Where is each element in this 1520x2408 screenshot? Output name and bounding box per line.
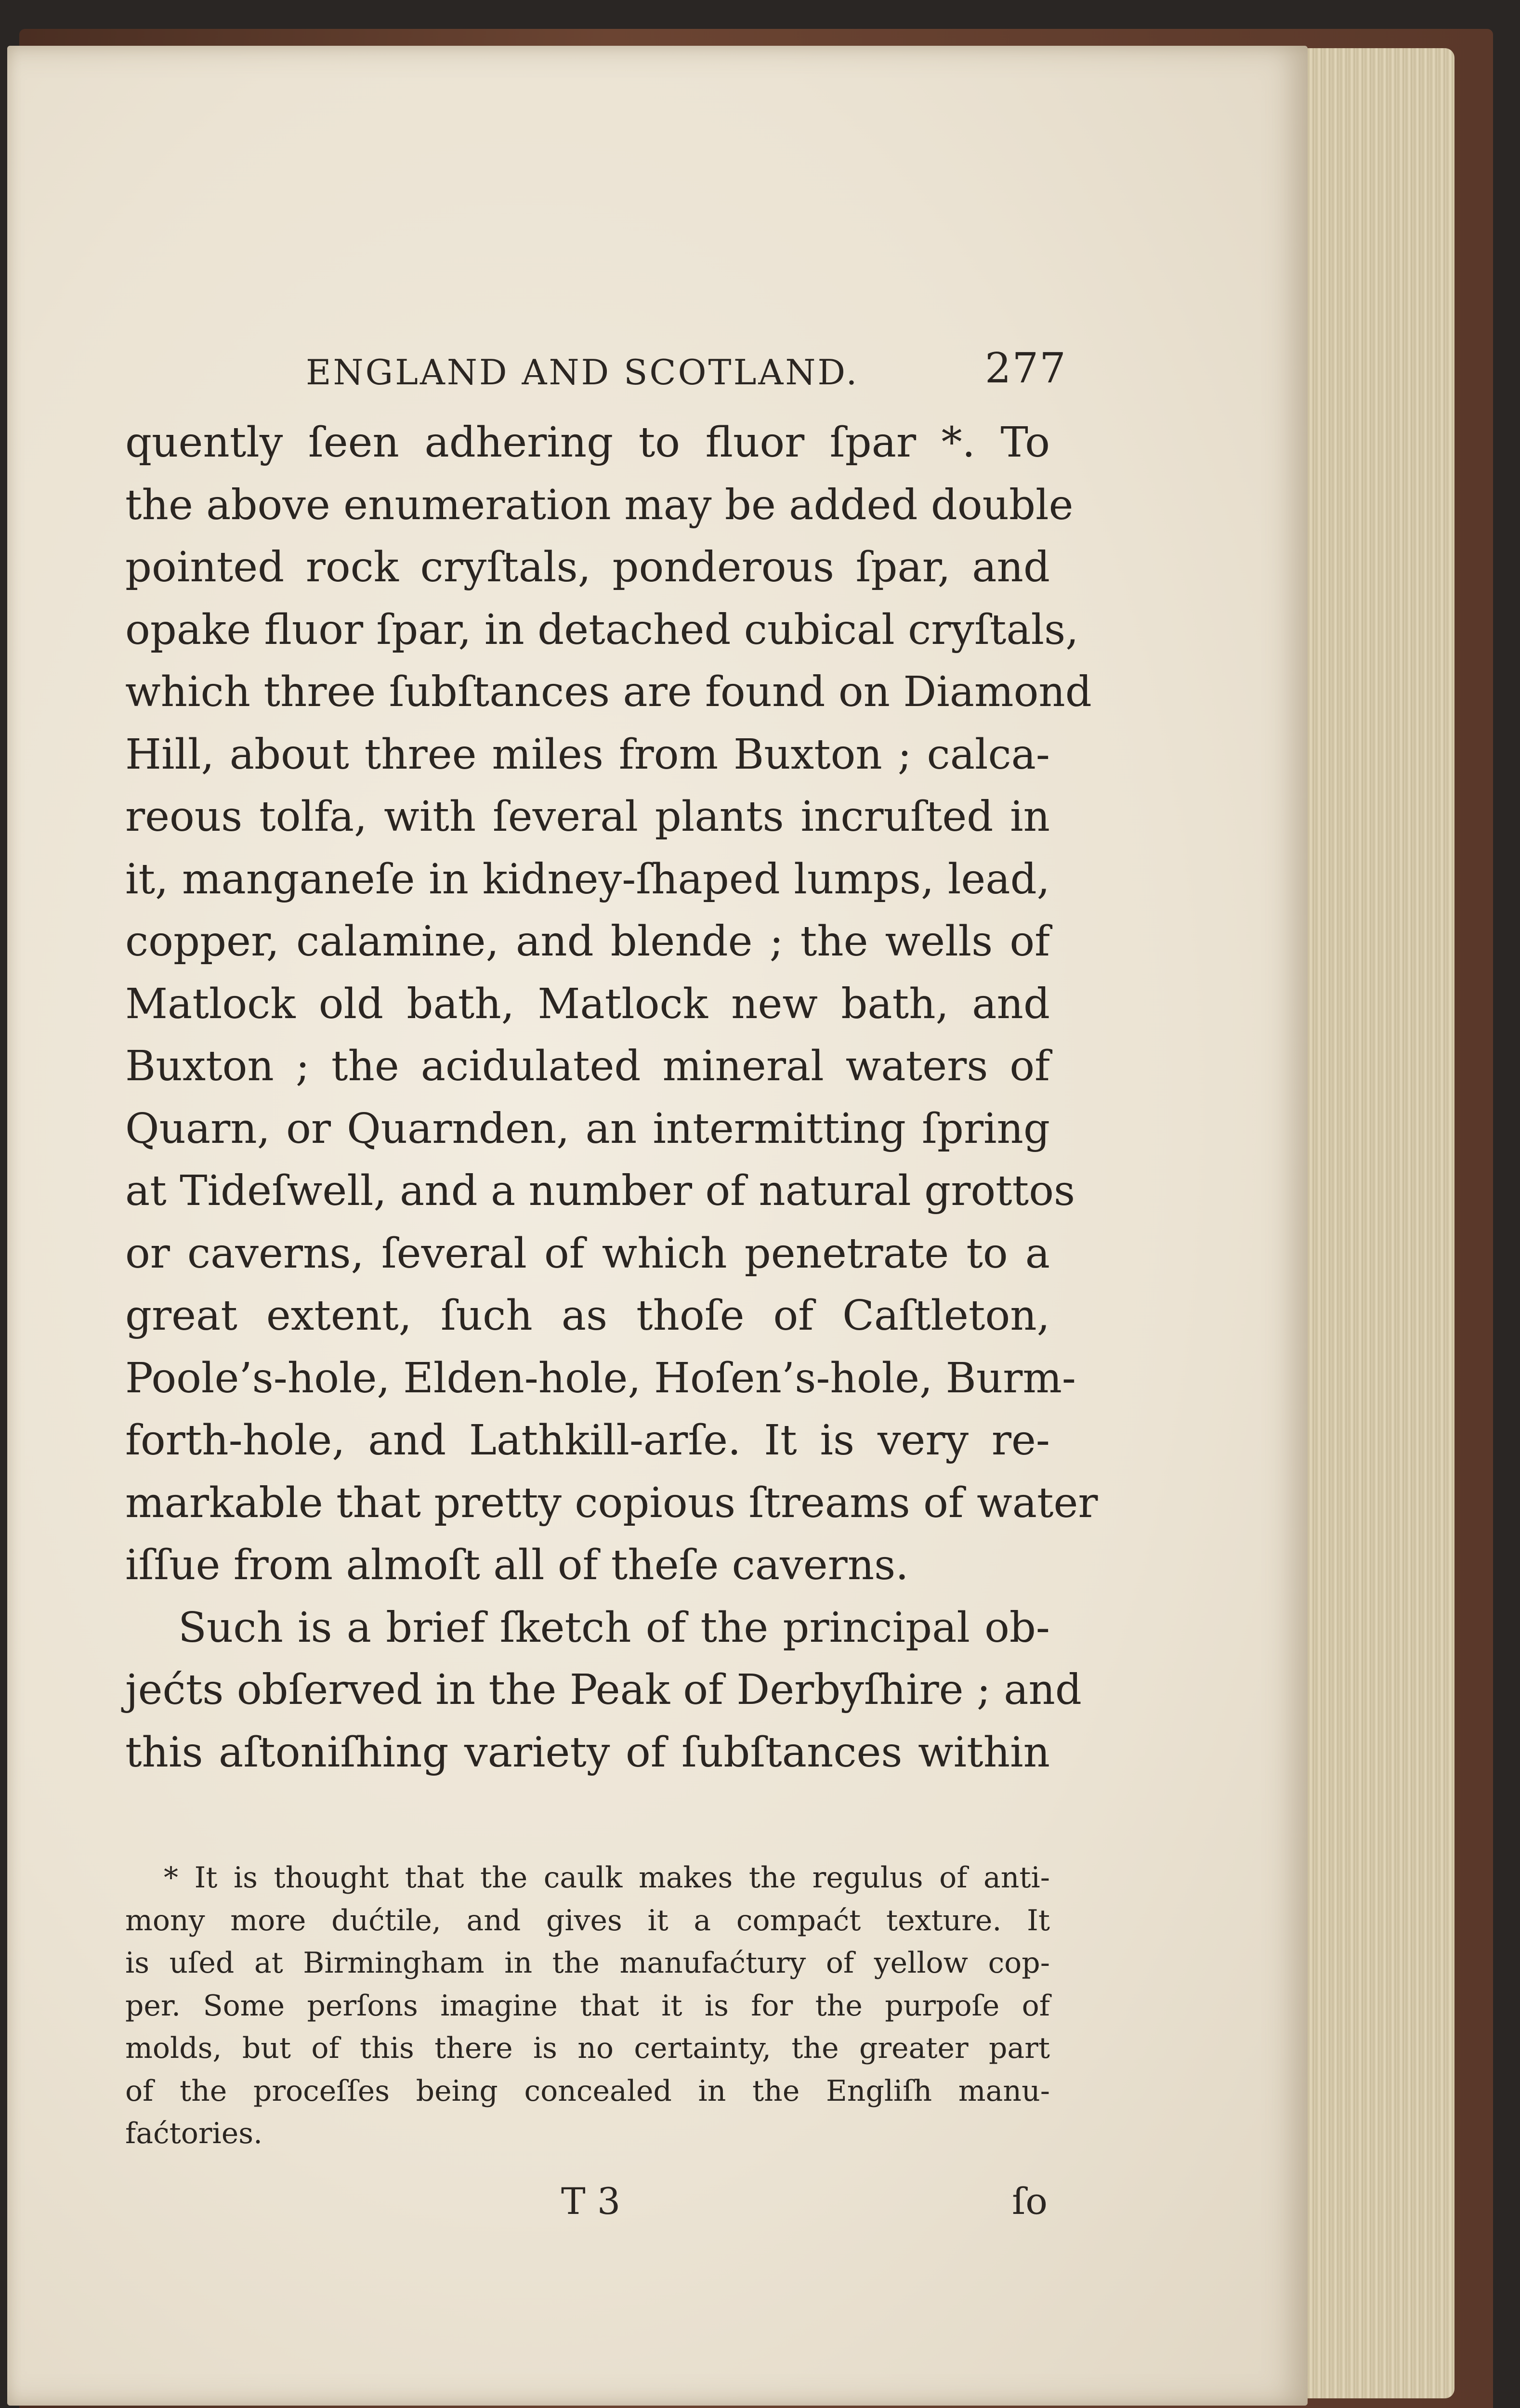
text-line: markable that pretty copious ſtreams of water [125,1479,1098,1527]
text-line: forth-hole, and Lathkill-arſe. It is very re- [125,1416,1050,1465]
page-number: 277 [984,344,1067,393]
running-header [306,335,1067,393]
text-line: pointed rock cryſtals, ponderous ſpar, and [125,543,1050,591]
text-line: which three ſubſtances are found on Diamond [125,668,1092,716]
footnote-line: of the proceſſes being concealed in the Engliſh manu- [125,2074,1050,2108]
text-line: copper, calamine, and blende ; the wells of [125,917,1050,966]
text-line: at Tideſwell, and a number of natural grottos [125,1167,1075,1215]
body-text [125,412,1098,1784]
catchword: ſo [1012,2180,1048,2223]
text-line: opake fluor ſpar, in detached cubical cryſtals, [125,605,1079,654]
running-title: ENGLAND AND SCOTLAND. [306,352,859,393]
text-line: Hill, about three miles from Buxton ; calca- [125,730,1050,779]
book-page [7,46,1308,2406]
text-line: jećts obſerved in the Peak of Derbyſhire ; and [125,1666,1082,1714]
footnote-line: per. Some perſons imagine that it is for the purpoſe of [125,1989,1050,2023]
page-footer [561,2170,1048,2223]
text-line: Quarn, or Quarnden, an intermitting ſpring [125,1104,1050,1153]
footnote-line: * It is thought that the caulk makes the regulus of anti- [164,1861,1050,1895]
text-line: quently ſeen adhering to fluor ſpar *. To [125,419,1050,467]
signature-mark: T 3 [561,2180,621,2223]
text-line: it, manganeſe in kidney-ſhaped lumps, lead, [125,855,1050,903]
footnote-line: mony more dućtile, and gives it a compaćt texture. It [125,1903,1050,1937]
footnote [125,1857,1050,2155]
text-line: the above enumeration may be added double [125,481,1074,529]
footnote-line: faćtories. [125,2117,263,2150]
text-line: Such is a brief ſketch of the principal ob- [178,1603,1050,1652]
text-line: Matlock old bath, Matlock new bath, and [125,980,1050,1028]
text-line: Buxton ; the acidulated mineral waters of [125,1042,1050,1090]
text-line: or caverns, ſeveral of which penetrate to a [125,1229,1050,1278]
text-line: reous tolfa, with ſeveral plants incruſted in [125,793,1050,841]
text-line: Poole’s-hole, Elden-hole, Hoſen’s-hole, Burm- [125,1354,1076,1402]
text-line: great extent, ſuch as thoſe of Caſtleton, [125,1292,1050,1340]
footnote-line: molds, but of this there is no certainty, the greater part [125,2031,1050,2065]
text-line: this aſtoniſhing variety of ſubſtances within [125,1728,1050,1777]
footnote-line: is uſed at Birmingham in the manufaćtury of yellow cop- [125,1946,1050,1980]
text-line: iſſue from almoſt all of theſe caverns. [125,1541,909,1589]
